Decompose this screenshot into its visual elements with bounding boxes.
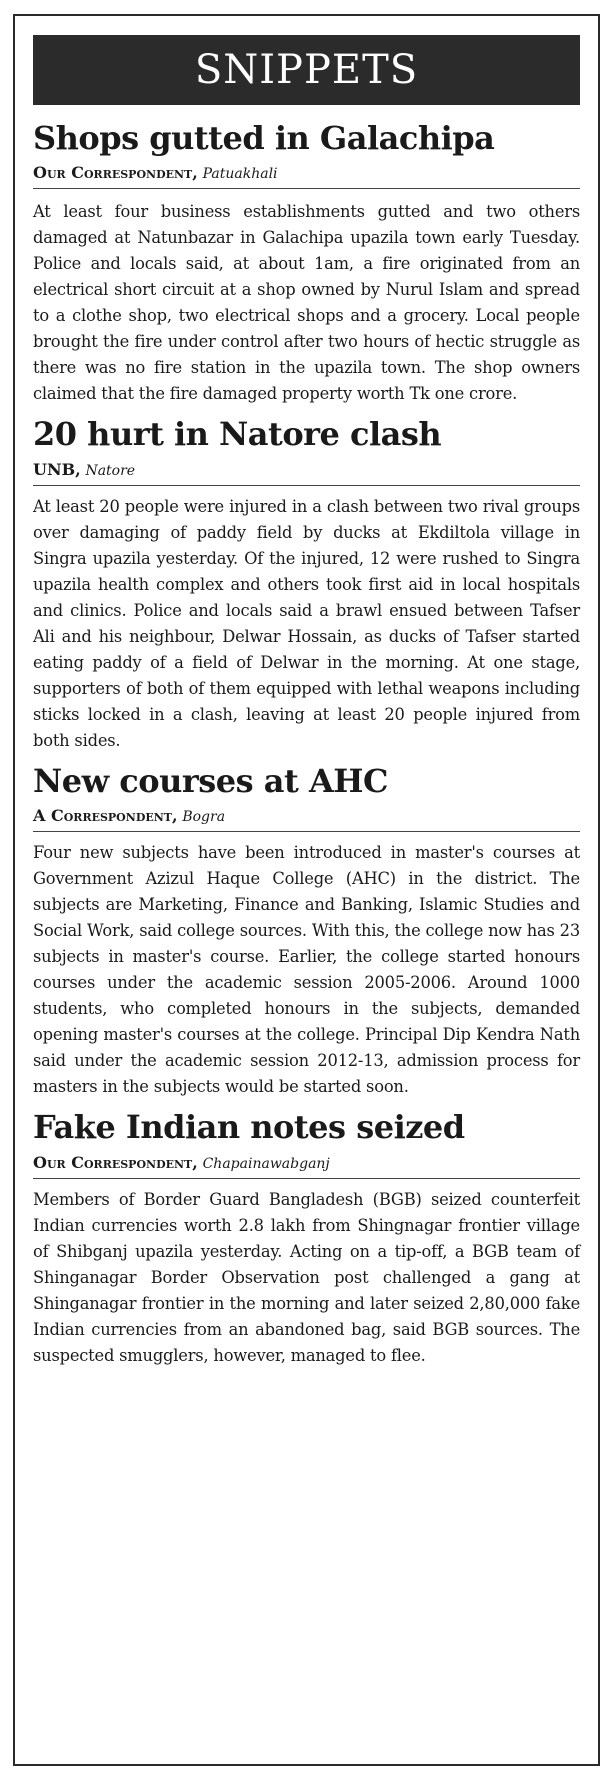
article-fake-notes [33,1108,580,1368]
byline-source: Our Correspondent, [33,1152,198,1172]
byline-source: Our Correspondent, [33,163,198,183]
byline-place: Chapainawabganj [202,1155,330,1172]
article-byline [33,1153,580,1179]
byline-place: Natore [85,462,136,479]
byline-place: Bogra [182,809,226,826]
article-headline: 20 hurt in Natore clash [33,415,442,454]
byline-place: Patuakhali [202,166,278,183]
article-body: Four new subjects have been introduced in master's courses at Government Azizul Haque College (AHC) in the district. The subjects are Marketing, Finance and Banking, Islamic Studies and Social Work, said college sources. With this, the college now has 23 subjects in master's course. Earlier, the college started honours courses under the academic session 2005-2006. Around 1000 students, who completed honours in the subjects, demanded opening master's courses at the college. Principal Dip Kendra Nath said under the academic session 2012-13, admission process for masters in the subjects would be started soon. [33,843,580,1097]
article-natore [33,415,580,753]
article-byline [33,163,580,189]
article-byline [33,806,580,832]
article-body: At least four business establishments gutted and two others damaged at Natunbazar in Galachipa upazila town early Tuesday. Police and locals said, at about 1am, a fire originated from an electrical short circuit at a shop owned by Nurul Islam and spread to a clothe shop, two electrical shops and a grocery. Local people brought the fire under control after two hours of hectic struggle as there was no fire station in the upazila town. The shop owners claimed that the fire damaged property worth Tk one crore. [33,202,580,404]
article-headline: Shops gutted in Galachipa [33,119,495,157]
section-banner: SNIPPETS [33,35,580,105]
article-headline: New courses at AHC [33,761,388,800]
article-galachipa [33,119,580,407]
article-headline: Fake Indian notes seized [33,1108,465,1147]
article-ahc [33,762,580,1100]
article-body: Members of Border Guard Bangladesh (BGB) seized counterfeit Indian currencies worth 2.8 lakh from Shingnagar frontier village of Shibganj upazila yesterday. Acting on a tip-off, a BGB team of Shinganagar Border Observation post challenged a gang at Shinganagar frontier in the morning and later seized 2,80,000 fake Indian currencies from an abandoned bag, said BGB sources. The suspected smugglers, however, managed to flee. [33,1189,580,1365]
byline-source: A Correspondent, [33,806,178,826]
snippets-page [13,14,600,1766]
article-byline [33,460,580,486]
article-body: At least 20 people were injured in a clash between two rival groups over damaging of paddy field by ducks at Ekdiltola village in Singra upazila yesterday. Of the injured, 12 were rushed to Singra upazila health complex and others took first aid in local hospitals and clinics. Police and locals said a brawl ensued between Tafser Ali and his neighbour, Delwar Hossain, as ducks of Tafser started eating paddy of a field of Delwar in the morning. At one stage, supporters of both of them equipped with lethal weapons including sticks locked in a clash, leaving at least 20 people injured from both sides. [33,496,580,750]
byline-source: UNB, [33,459,81,479]
